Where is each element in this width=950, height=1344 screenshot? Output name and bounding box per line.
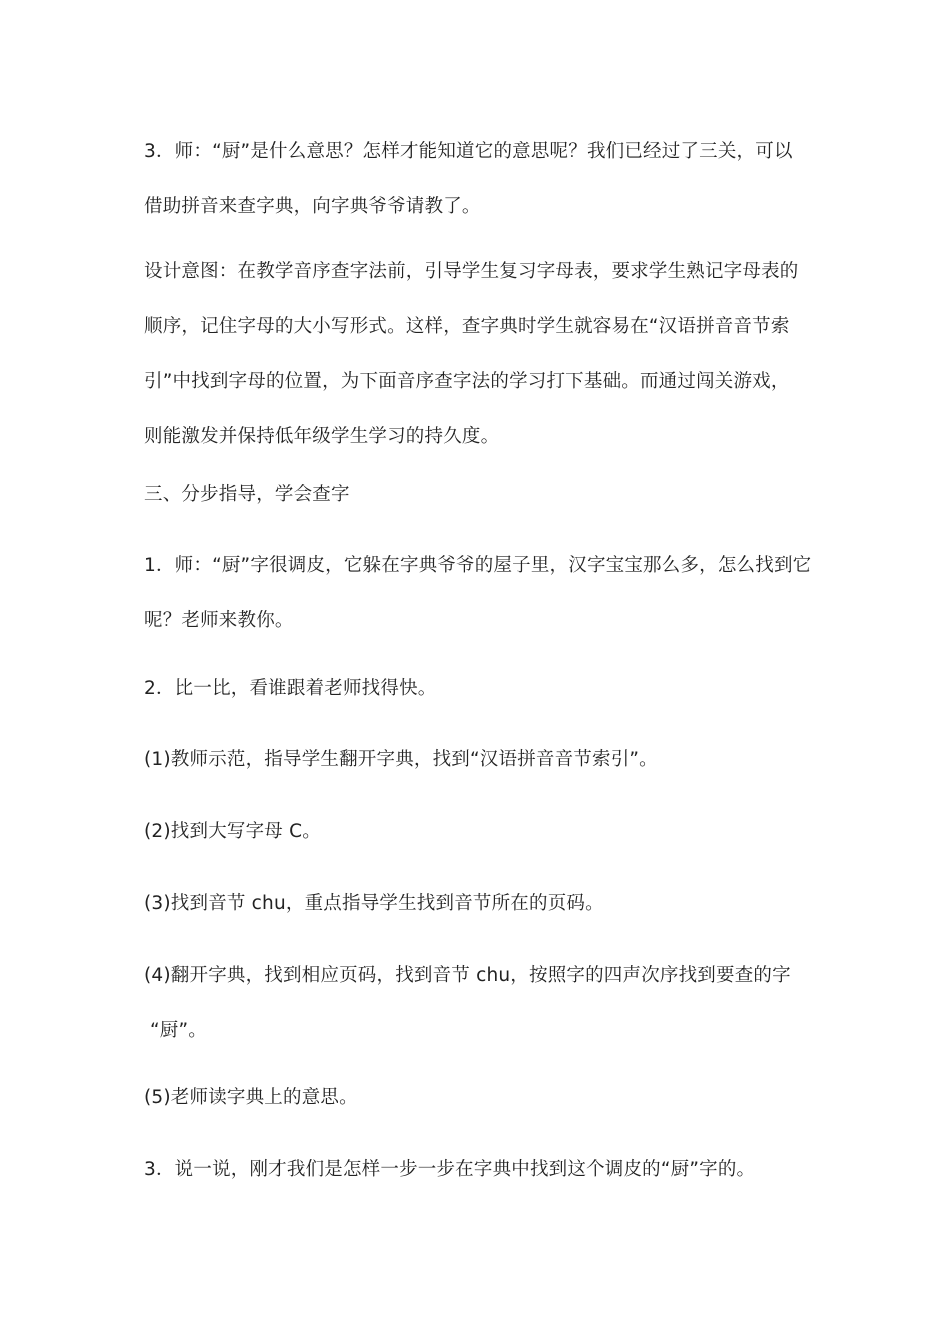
list-item-step-3: [144, 876, 814, 931]
text-line: (2)找到大写字母 C。: [144, 821, 321, 842]
list-item-step-5: [144, 1070, 814, 1125]
list-item-step-4: [144, 948, 814, 1058]
text-line: (5)老师读字典上的意思。: [144, 1087, 358, 1108]
text-line: 3．说一说，刚才我们是怎样一步一步在字典中找到这个调皮的“厨”字的。: [144, 1159, 756, 1180]
text-line: 1．师：“厨”字很调皮，它躲在字典爷爷的屋子里，汉字宝宝那么多，怎么找到它: [144, 555, 812, 576]
text-line: 则能激发并保持低年级学生学习的持久度。: [144, 426, 500, 447]
text-line: (3)找到音节 chu，重点指导学生找到音节所在的页码。: [144, 893, 604, 914]
paragraph-discuss: [144, 1142, 814, 1197]
section-heading: [144, 467, 814, 522]
text-line: 引”中找到字母的位置，为下面音序查字法的学习打下基础。而通过闯关游戏，: [144, 371, 790, 392]
list-item-step-1: [144, 732, 814, 787]
text-line: 3．师：“厨”是什么意思？怎样才能知道它的意思呢？我们已经过了三关，可以: [144, 141, 793, 162]
paragraph-design-intent: [144, 244, 814, 464]
text-line: 顺序，记住字母的大小写形式。这样，查字典时学生就容易在“汉语拼音音节索: [144, 316, 790, 337]
text-line: “厨”。: [150, 1020, 207, 1041]
paragraph-teacher-question-3: [144, 124, 814, 234]
paragraph-compare: [144, 661, 814, 716]
text-line: 借助拼音来查字典，向字典爷爷请教了。: [144, 196, 481, 217]
text-line: (1)教师示范，指导学生翻开字典，找到“汉语拼音音节索引”。: [144, 749, 658, 770]
paragraph-teacher-question-1: [144, 538, 814, 648]
text-line: 设计意图：在教学音序查字法前，引导学生复习字母表，要求学生熟记字母表的: [144, 261, 799, 282]
list-item-step-2: [144, 804, 814, 859]
section-heading-text: 三、分步指导，学会查字: [144, 484, 350, 505]
text-line: (4)翻开字典，找到相应页码，找到音节 chu，按照字的四声次序找到要查的字: [144, 965, 791, 986]
text-line: 2．比一比，看谁跟着老师找得快。: [144, 678, 437, 699]
text-line: 呢？老师来教你。: [144, 610, 294, 631]
